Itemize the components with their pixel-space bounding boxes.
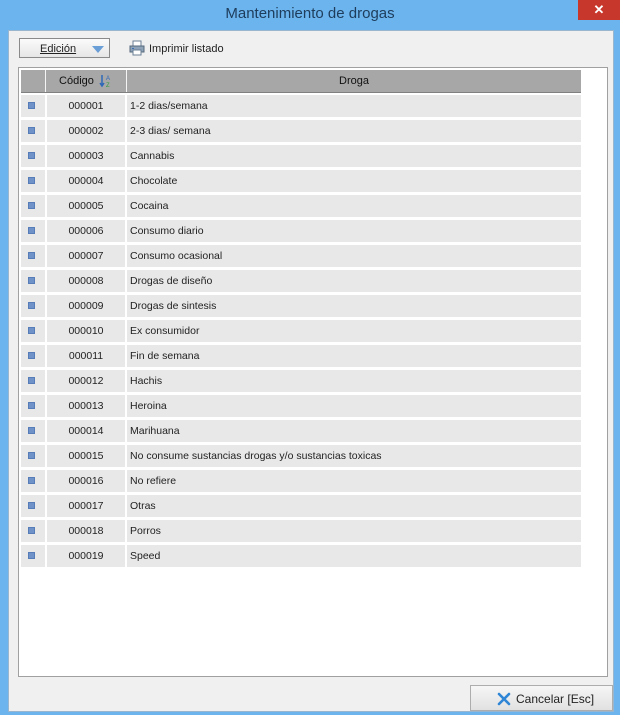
table-row[interactable] — [21, 345, 581, 367]
table-row[interactable] — [21, 545, 581, 567]
droga-cell: Ex consumidor — [127, 320, 581, 342]
row-indicator-cell — [21, 95, 45, 117]
table-row[interactable] — [21, 295, 581, 317]
sort-ascending-icon — [99, 74, 113, 88]
printer-icon — [129, 40, 145, 56]
droga-cell: 2-3 dias/ semana — [127, 120, 581, 142]
cancel-x-icon — [497, 692, 511, 706]
header-indicator-cell — [21, 70, 46, 92]
row-marker-icon — [28, 402, 35, 409]
row-indicator-cell — [21, 145, 45, 167]
codigo-cell: 000007 — [47, 245, 125, 267]
row-indicator-cell — [21, 370, 45, 392]
table-row[interactable] — [21, 520, 581, 542]
svg-text:A: A — [105, 76, 110, 83]
codigo-cell: 000018 — [47, 520, 125, 542]
row-indicator-cell — [21, 445, 45, 467]
codigo-cell: 000010 — [47, 320, 125, 342]
droga-cell: Speed — [127, 545, 581, 567]
print-list-button[interactable] — [129, 40, 239, 58]
row-indicator-cell — [21, 295, 45, 317]
row-indicator-cell — [21, 220, 45, 242]
svg-text:Z: Z — [105, 83, 110, 89]
row-marker-icon — [28, 227, 35, 234]
row-indicator-cell — [21, 495, 45, 517]
codigo-cell: 000001 — [47, 95, 125, 117]
row-marker-icon — [28, 377, 35, 384]
row-marker-icon — [28, 277, 35, 284]
table-row[interactable] — [21, 370, 581, 392]
close-button[interactable]: ✕ — [578, 0, 620, 20]
droga-cell: Fin de semana — [127, 345, 581, 367]
droga-cell: Heroina — [127, 395, 581, 417]
table-row[interactable] — [21, 320, 581, 342]
print-list-label: Imprimir listado — [149, 43, 224, 55]
codigo-cell: 000013 — [47, 395, 125, 417]
codigo-cell: 000005 — [47, 195, 125, 217]
table-row[interactable] — [21, 120, 581, 142]
droga-cell: No refiere — [127, 470, 581, 492]
table-row[interactable] — [21, 270, 581, 292]
row-indicator-cell — [21, 545, 45, 567]
row-marker-icon — [28, 477, 35, 484]
table-row[interactable] — [21, 170, 581, 192]
table-row[interactable] — [21, 420, 581, 442]
droga-cell: Consumo diario — [127, 220, 581, 242]
codigo-cell: 000006 — [47, 220, 125, 242]
row-marker-icon — [28, 252, 35, 259]
row-indicator-cell — [21, 345, 45, 367]
droga-cell: Hachis — [127, 370, 581, 392]
codigo-cell: 000004 — [47, 170, 125, 192]
droga-cell: Otras — [127, 495, 581, 517]
table-row[interactable] — [21, 495, 581, 517]
edicion-label: Edición — [40, 43, 77, 55]
droga-cell: Cocaina — [127, 195, 581, 217]
row-marker-icon — [28, 452, 35, 459]
drugs-grid — [18, 67, 608, 677]
droga-cell: Drogas de diseño — [127, 270, 581, 292]
footer-bar — [9, 683, 613, 711]
codigo-cell: 000012 — [47, 370, 125, 392]
droga-cell: 1-2 dias/semana — [127, 95, 581, 117]
row-marker-icon — [28, 502, 35, 509]
droga-cell: Marihuana — [127, 420, 581, 442]
codigo-cell: 000015 — [47, 445, 125, 467]
grid-header — [21, 70, 581, 93]
chevron-down-icon — [92, 46, 104, 53]
codigo-cell: 000008 — [47, 270, 125, 292]
row-indicator-cell — [21, 120, 45, 142]
row-marker-icon — [28, 202, 35, 209]
codigo-cell: 000014 — [47, 420, 125, 442]
table-row[interactable] — [21, 395, 581, 417]
column-header-codigo-label: Código — [59, 75, 94, 87]
row-marker-icon — [28, 302, 35, 309]
row-indicator-cell — [21, 420, 45, 442]
row-indicator-cell — [21, 395, 45, 417]
row-marker-icon — [28, 127, 35, 134]
codigo-cell: 000019 — [47, 545, 125, 567]
table-row[interactable] — [21, 245, 581, 267]
droga-cell: Consumo ocasional — [127, 245, 581, 267]
droga-cell: Drogas de sintesis — [127, 295, 581, 317]
window-client-area — [8, 30, 614, 712]
droga-cell: Cannabis — [127, 145, 581, 167]
codigo-cell: 000017 — [47, 495, 125, 517]
droga-cell: No consume sustancias drogas y/o sustancias toxicas — [127, 445, 581, 467]
row-marker-icon — [28, 527, 35, 534]
edicion-menu-button[interactable] — [19, 38, 110, 58]
table-row[interactable] — [21, 445, 581, 467]
droga-cell: Porros — [127, 520, 581, 542]
row-indicator-cell — [21, 245, 45, 267]
codigo-cell: 000011 — [47, 345, 125, 367]
droga-cell: Chocolate — [127, 170, 581, 192]
row-indicator-cell — [21, 520, 45, 542]
codigo-cell: 000009 — [47, 295, 125, 317]
codigo-cell: 000003 — [47, 145, 125, 167]
table-row[interactable] — [21, 220, 581, 242]
cancel-button[interactable] — [470, 685, 613, 711]
table-row[interactable] — [21, 145, 581, 167]
row-marker-icon — [28, 327, 35, 334]
row-indicator-cell — [21, 470, 45, 492]
row-marker-icon — [28, 102, 35, 109]
row-marker-icon — [28, 352, 35, 359]
table-row[interactable] — [21, 195, 581, 217]
row-marker-icon — [28, 427, 35, 434]
column-header-droga[interactable]: Droga — [339, 75, 369, 87]
row-indicator-cell — [21, 270, 45, 292]
codigo-cell: 000002 — [47, 120, 125, 142]
title-bar[interactable] — [0, 0, 620, 28]
row-indicator-cell — [21, 195, 45, 217]
row-marker-icon — [28, 177, 35, 184]
toolbar — [9, 31, 613, 65]
table-row[interactable] — [21, 95, 581, 117]
codigo-cell: 000016 — [47, 470, 125, 492]
table-row[interactable] — [21, 470, 581, 492]
column-header-codigo[interactable] — [46, 70, 127, 92]
row-indicator-cell — [21, 320, 45, 342]
window-title: Mantenimiento de drogas — [225, 5, 395, 22]
cancel-label: Cancelar [Esc] — [516, 692, 595, 706]
row-marker-icon — [28, 152, 35, 159]
row-indicator-cell — [21, 170, 45, 192]
row-marker-icon — [28, 552, 35, 559]
